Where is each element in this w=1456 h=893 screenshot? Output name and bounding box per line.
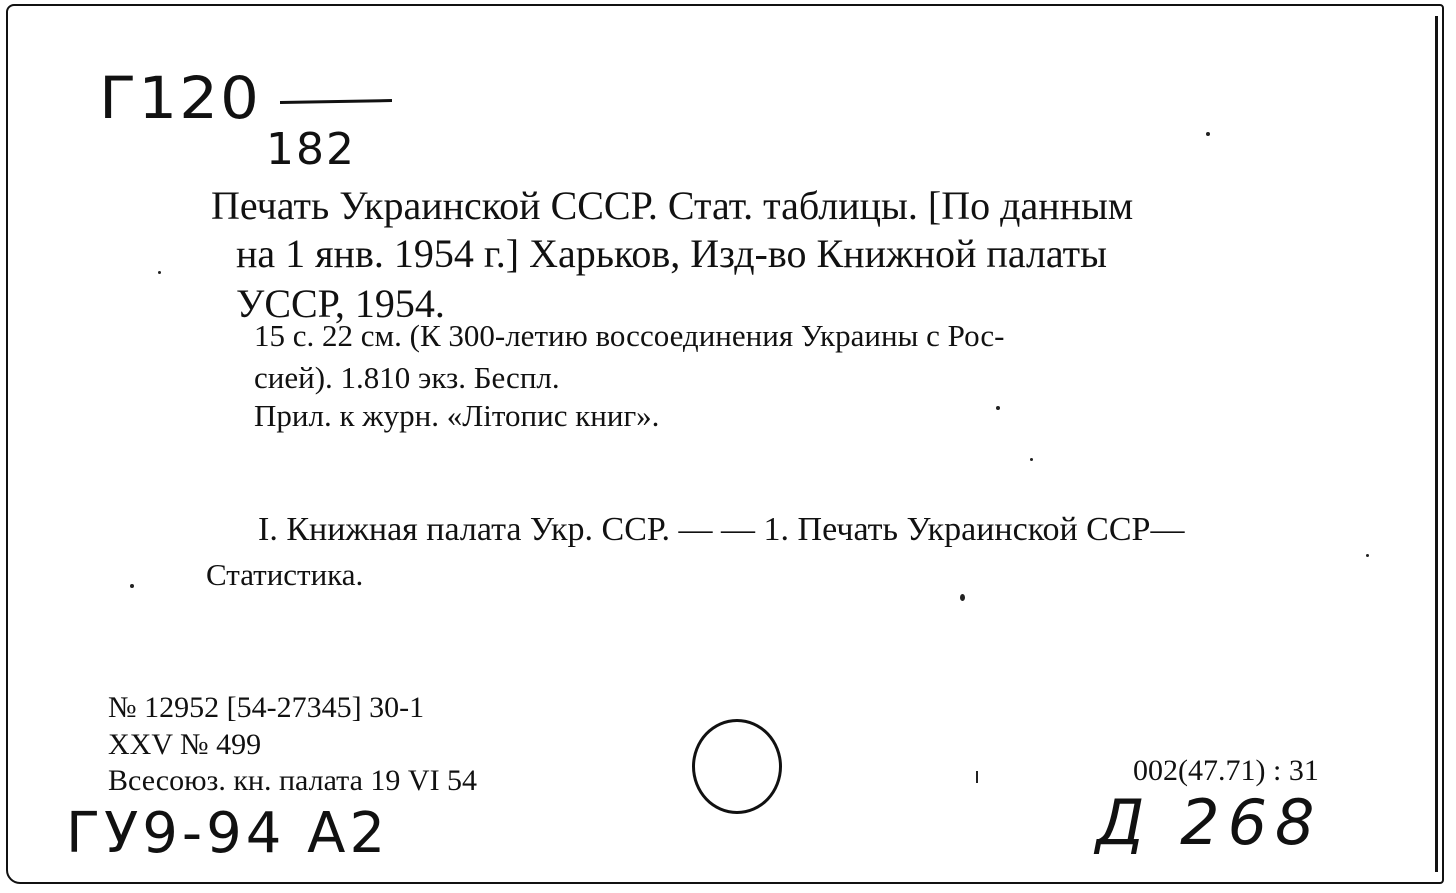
speck <box>976 771 978 783</box>
registration-line: № 12952 [54-27345] 30-1 <box>108 691 425 724</box>
entry-line: 15 с. 22 см. (К 300-летию воссоединения Украины с Рос- <box>254 318 1005 353</box>
speck <box>158 271 161 274</box>
inventory-number-right: Д 268 <box>1096 786 1323 859</box>
speck <box>996 406 1000 410</box>
entry-line: Печать Украинской СССР. Стат. таблицы. [По данным <box>211 183 1134 228</box>
registration-line: XXV № 499 <box>108 728 262 761</box>
call-number-divider <box>280 99 392 104</box>
udc-index: 002(47.71) : 31 <box>1133 754 1319 787</box>
registration-line: Всесоюз. кн. палата 19 VI 54 <box>108 764 478 797</box>
speck <box>130 584 134 588</box>
call-number-top: Г120 <box>99 64 261 132</box>
speck <box>1030 458 1033 461</box>
card-edge <box>1435 16 1438 872</box>
call-number-bottom: 182 <box>266 124 356 175</box>
tracing-line: I. Книжная палата Укр. ССР. — — 1. Печать Украинской ССР— <box>258 511 1185 548</box>
speck <box>960 594 965 601</box>
catalog-card <box>6 4 1444 884</box>
inventory-number-left: ГУ9-94 А2 <box>66 801 390 866</box>
speck <box>1206 132 1210 136</box>
entry-line: сией). 1.810 экз. Беспл. <box>254 360 560 395</box>
speck <box>1366 554 1369 557</box>
entry-line: на 1 янв. 1954 г.] Харьков, Изд-во Книжной палаты <box>236 231 1107 276</box>
entry-line: Прил. к журн. «Літопис книг». <box>254 398 660 433</box>
entry-line: УССР, 1954. <box>236 281 445 326</box>
punch-hole <box>692 719 782 814</box>
tracing-line: Статистика. <box>206 557 364 592</box>
